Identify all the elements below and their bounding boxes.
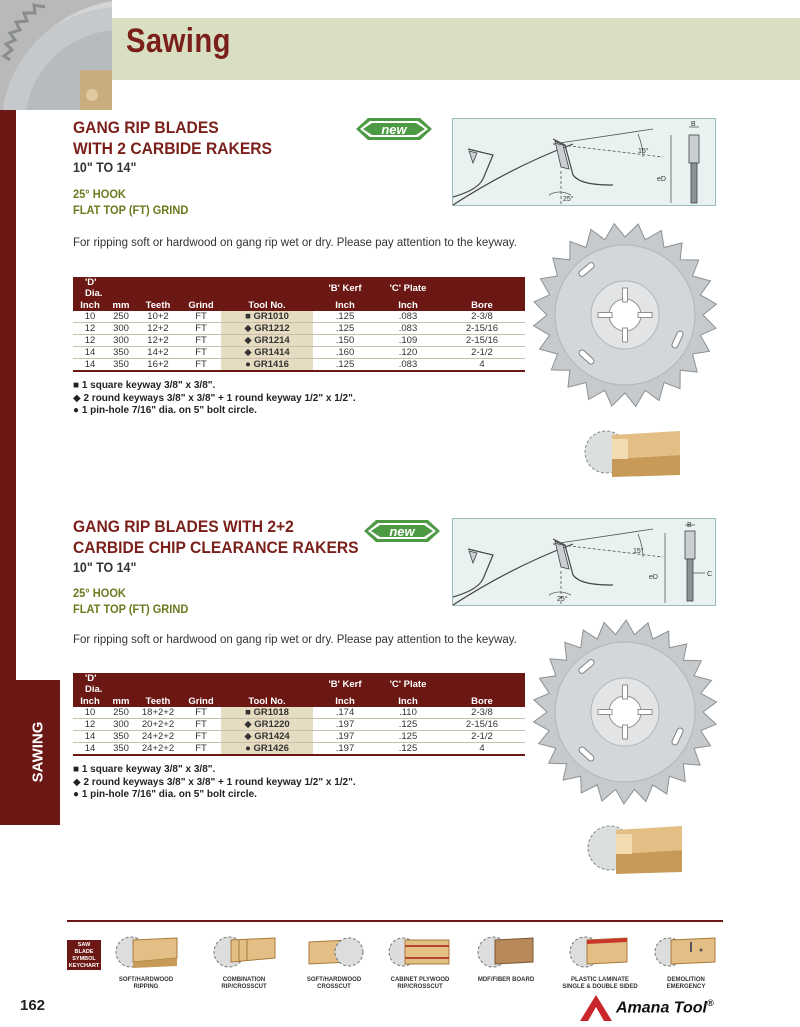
section2-keyway-notes [73,764,356,802]
cabinet-plywood-rip-crosscut-symbol [380,932,460,991]
cell-mm: 350 [107,731,135,743]
blade-bore [609,696,641,728]
section2-grind: FLAT TOP (FT) GRIND [73,602,189,616]
cell-tool-no[interactable] [221,335,313,347]
cell-plate: .109 [377,335,439,347]
cell-teeth: 12+2 [135,335,181,347]
cell-bore: 2-15/16 [439,323,525,335]
icon-label-line2: CROSSCUT [317,984,351,990]
section2-specs [73,585,188,617]
tool-number: GR1416 [253,359,289,370]
section2-title-line1: GANG RIP BLADES WITH 2+2 [73,517,294,536]
blade-keyway [598,710,612,715]
blade-keyway [623,725,628,739]
tool-number: GR1426 [253,743,289,754]
plywood-icon [385,932,455,970]
laminate-icon [565,932,635,970]
section2-tooth-diagram [452,518,716,606]
icon-label [294,977,374,991]
new-badge-text: new [381,122,407,137]
cell-inch: 14 [73,731,107,743]
crosscut-icon [299,932,369,970]
header-d-dia: 'D' Dia. [85,277,103,299]
cell-plate: .110 [377,707,439,719]
cell-plate: .125 [377,719,439,731]
header-kerf-inch: Inch [335,299,355,311]
keyway-symbol: ◆ [244,731,252,742]
cell-tool-no[interactable] [221,719,313,731]
cell-kerf: .125 [313,311,377,323]
cell-kerf: .125 [313,323,377,335]
header-teeth: Teeth [145,299,171,311]
keyway-symbol: ● [245,743,251,754]
cell-mm: 350 [107,347,135,359]
soft-hardwood-crosscut-symbol [294,932,374,991]
note-square-keyway: ■ 1 square keyway 3/8" x 3/8". [73,764,216,775]
table-row [73,311,525,323]
keychart-line3: KEYCHART [68,963,100,969]
header-c-plate: 'C' Plate [389,282,427,294]
section1-tooth-diagram [452,118,716,206]
section1-diagram-b: B [691,121,696,128]
icon-label-line1: COMBINATION [222,977,266,983]
header-tool-no: Tool No. [248,299,286,311]
cell-grind: FT [181,719,221,731]
keyway-symbol: ● [245,359,251,370]
cell-kerf: .125 [313,359,377,372]
blade-keyway [623,288,628,302]
keychart-line2: SYMBOL [72,956,96,962]
section1-grind: FLAT TOP (FT) GRIND [73,203,189,217]
cell-plate: .083 [377,311,439,323]
tool-number: GR1010 [253,311,289,322]
tool-number: GR1212 [254,323,290,334]
cell-mm: 300 [107,719,135,731]
plastic-laminate-symbol [560,932,640,991]
section1-specs [73,186,188,218]
cell-grind: FT [181,311,221,323]
cell-kerf: .197 [313,731,377,743]
icon-label-line2: EMERGENCY [666,984,706,990]
section1-blade-image [528,215,722,415]
cell-mm: 250 [107,707,135,719]
section1-size-range: 10" TO 14" [73,160,137,175]
icon-label-line2: RIPPING [133,984,159,990]
cell-plate: .083 [377,323,439,335]
section2-wood-cut-icon [586,820,686,876]
icon-label-line2: RIP/CROSSCUT [397,984,443,990]
cell-teeth: 16+2 [135,359,181,372]
note-pin-hole: ● 1 pin-hole 7/16" dia. on 5" bolt circle. [73,405,257,416]
cell-tool-no[interactable] [221,359,313,372]
header-bore: Bore [471,299,493,311]
cell-teeth: 10+2 [135,311,181,323]
cell-teeth: 20+2+2 [135,719,181,731]
icon-label-line1: MDF/FIBER BOARD [477,977,535,983]
header-mm: mm [112,299,130,311]
soft-hardwood-ripping-symbol [106,932,186,991]
cell-grind: FT [181,359,221,372]
keyway-symbol: ◆ [244,335,252,346]
header-d-dia: 'D' Dia. [85,673,103,695]
icon-label-line1: PLASTIC LAMINATE [571,977,629,983]
header-inch: Inch [80,695,100,707]
cell-plate: .125 [377,731,439,743]
cell-inch: 14 [73,359,107,372]
note-round-keyways: ◆ 2 round keyways 3/8" x 3/8" + 1 round keyway 1/2" x 1/2". [73,776,356,788]
cell-grind: FT [181,707,221,719]
section2-hook: 25° HOOK [73,586,126,600]
header-plate-inch: Inch [398,695,418,707]
section1-wood-cut-icon [584,425,684,479]
section1-hook: 25° HOOK [73,187,126,201]
section2-diagram-angle: 15° [633,548,644,555]
header-saw-photo [0,0,112,110]
tool-number: GR1220 [254,719,290,730]
section1-diagram-angle: 15° [638,148,649,155]
icon-label [646,977,726,991]
keyway-symbol: ■ [245,707,251,718]
section2-diagram-b: B [687,522,692,529]
note-square-keyway: ■ 1 square keyway 3/8" x 3/8". [73,380,216,391]
demolition-emergency-symbol [646,932,726,991]
section1-diagram-ed: eD [657,176,666,183]
section2-title-line2: CARBIDE CHIP CLEARANCE RAKERS [73,538,359,557]
cell-grind: FT [181,335,221,347]
cell-grind: FT [181,347,221,359]
keyway-symbol: ■ [245,311,251,322]
cell-inch: 12 [73,335,107,347]
cell-mm: 300 [107,323,135,335]
cell-bore: 4 [439,743,525,756]
section2-diagram-c: C [707,571,713,578]
cell-plate: .083 [377,359,439,372]
cell-mm: 250 [107,311,135,323]
new-badge-text: new [389,524,415,539]
icon-label-line1: CABINET PLYWOOD [390,977,450,983]
new-badge-icon [356,118,432,140]
brand-registered-mark: ® [706,998,714,1008]
icon-label-line1: DEMOLITION [667,977,705,983]
side-tab-label: SAWING [29,721,47,783]
table-row [73,335,525,347]
table-row [73,743,525,756]
header-tool-no: Tool No. [248,695,286,707]
page-number: 162 [20,997,46,1014]
section2-description: For ripping soft or hardwood on gang rip wet or dry. Please pay attention to the keyway. [73,634,517,646]
table-header-row [73,277,525,299]
combination-icon [209,932,279,970]
cell-teeth: 24+2+2 [135,731,181,743]
icon-label [380,977,460,991]
note-round-keyways: ◆ 2 round keyways 3/8" x 3/8" + 1 round keyway 1/2" x 1/2". [73,392,356,404]
keyway-symbol: ◆ [244,719,252,730]
demolition-icon [651,932,721,970]
header-grind: Grind [188,695,214,707]
blade-keyway [623,685,628,699]
blade-keyway [638,313,652,318]
cell-inch: 10 [73,707,107,719]
cell-inch: 14 [73,347,107,359]
cell-inch: 14 [73,743,107,756]
cell-inch: 10 [73,311,107,323]
cell-grind: FT [181,743,221,756]
cell-plate: .120 [377,347,439,359]
section2-title [73,516,359,558]
cell-kerf: .150 [313,335,377,347]
table-row [73,719,525,731]
tool-number: GR1414 [254,347,290,358]
cell-mm: 300 [107,335,135,347]
section1-diagram-hook: 25° [563,196,574,203]
header-b-kerf: 'B' Kerf [328,678,362,690]
blade-keyway [598,313,612,318]
blade-bore [609,299,641,331]
table-row [73,323,525,335]
cell-bore: 4 [439,359,525,372]
cell-kerf: .174 [313,707,377,719]
section1-keyway-notes [73,380,356,418]
icon-label [560,977,640,991]
mdf-fiber-board-symbol [466,932,546,984]
header-grind: Grind [188,299,214,311]
header-kerf-inch: Inch [335,695,355,707]
combination-rip-crosscut-symbol [204,932,284,991]
cell-grind: FT [181,731,221,743]
mdf-icon [471,932,541,970]
icon-label [106,977,186,991]
cell-mm: 350 [107,359,135,372]
section1-spec-table [73,277,525,372]
cell-teeth: 24+2+2 [135,743,181,756]
cell-kerf: .160 [313,347,377,359]
cell-bore: 2-15/16 [439,335,525,347]
cell-grind: FT [181,323,221,335]
table-row [73,359,525,372]
cell-bore: 2-1/2 [439,731,525,743]
cell-tool-no[interactable] [221,323,313,335]
section1-title-line1: GANG RIP BLADES [73,118,219,137]
cell-bore: 2-3/8 [439,311,525,323]
cell-kerf: .197 [313,719,377,731]
icon-label-line1: SOFT/HARDWOOD [306,977,362,983]
table-row [73,347,525,359]
saw-blade-symbol-keychart [67,940,101,970]
section2-blade-image [528,612,722,812]
cell-plate: .125 [377,743,439,756]
brand-name [616,998,714,1017]
cell-teeth: 12+2 [135,323,181,335]
table-header-row [73,299,525,311]
section2-spec-table [73,673,525,756]
icon-label [204,977,284,991]
section1-title-line2: WITH 2 CARBIDE RAKERS [73,139,272,158]
cell-inch: 12 [73,323,107,335]
header-plate-inch: Inch [398,299,418,311]
cell-teeth: 14+2 [135,347,181,359]
cell-teeth: 18+2+2 [135,707,181,719]
cell-bore: 2-15/16 [439,719,525,731]
amana-logo-icon [578,993,614,1023]
table-header-row [73,695,525,707]
cell-tool-no[interactable] [221,311,313,323]
section1-title [73,117,272,159]
brand-text: Amana Tool [616,999,707,1017]
icon-label-line1: SOFT/HARDWOOD [118,977,174,983]
ripping-icon [111,932,181,970]
cell-mm: 350 [107,743,135,756]
section2-diagram-hook: 25° [557,596,568,603]
cell-tool-no[interactable] [221,731,313,743]
table-row [73,731,525,743]
header-bore: Bore [471,695,493,707]
cell-bore: 2-3/8 [439,707,525,719]
cell-bore: 2-1/2 [439,347,525,359]
header-teeth: Teeth [145,695,171,707]
tool-number: GR1018 [253,707,289,718]
cell-kerf: .197 [313,743,377,756]
tool-number: GR1424 [254,731,290,742]
keyway-symbol: ◆ [244,347,252,358]
side-bar [0,110,16,825]
new-badge-icon [364,520,440,542]
header-inch: Inch [80,299,100,311]
cell-tool-no[interactable] [221,743,313,756]
section2-size-range: 10" TO 14" [73,560,137,575]
cell-tool-no[interactable] [221,707,313,719]
tool-number: GR1214 [254,335,290,346]
cell-tool-no[interactable] [221,347,313,359]
icon-label-line2: SINGLE & DOUBLE SIDED [562,984,638,990]
icon-label-line2: RIP/CROSSCUT [221,984,267,990]
blade-keyway [638,710,652,715]
header-b-kerf: 'B' Kerf [328,282,362,294]
table-header-row [73,673,525,695]
header-c-plate: 'C' Plate [389,678,427,690]
cell-inch: 12 [73,719,107,731]
section1-description: For ripping soft or hardwood on gang rip wet or dry. Please pay attention to the keyway. [73,237,517,249]
header-mm: mm [112,695,130,707]
note-pin-hole: ● 1 pin-hole 7/16" dia. on 5" bolt circle. [73,789,257,800]
page-title: Sawing [126,22,231,60]
keyway-symbol: ◆ [244,323,252,334]
table-row [73,707,525,719]
keychart-line1: SAW BLADE [74,942,94,955]
icon-label [466,977,546,984]
blade-keyway [623,328,628,342]
footer-rule [67,920,723,922]
section2-diagram-ed: eD [649,574,658,581]
